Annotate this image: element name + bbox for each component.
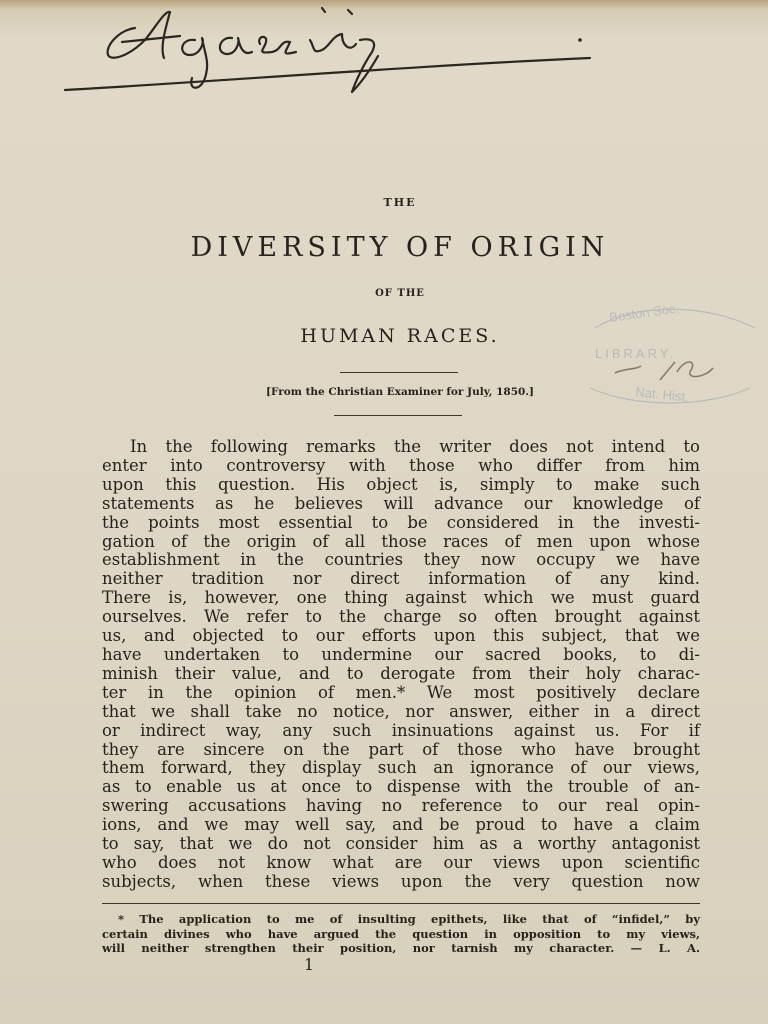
divider-bottom (334, 415, 462, 416)
svg-text:Nat. Hist.: Nat. Hist. (634, 384, 690, 405)
body-line: who does not know what are our views upon scientific (102, 852, 700, 872)
page-number: 1 (303, 955, 315, 974)
body-line: have undertaken to undermine our sacred books, to di- (102, 644, 700, 664)
svg-text:Boston Soc.: Boston Soc. (608, 300, 680, 325)
body-line: enter into controversy with those who differ from him (102, 455, 700, 475)
body-paragraph (102, 438, 700, 892)
body-line: that we shall take no notice, nor answer, either in a direct (102, 701, 700, 721)
body-line: or indirect way, any such insinuations against us. For if (102, 720, 700, 740)
body-line: they are sincere on the part of those who have brought (102, 739, 700, 759)
body-line: There is, however, one thing against which we must guard (102, 588, 700, 608)
body-line: as to enable us at once to dispense with the trouble of an- (102, 777, 700, 797)
footnote-divider (102, 903, 700, 904)
page-subtitle: HUMAN RACES. (300, 325, 500, 347)
body-line: neither tradition nor direct information of any kind. (102, 569, 700, 589)
body-line: ter in the opinion of men.* We most positively declare (102, 682, 700, 702)
heading-of-the: OF THE (375, 288, 425, 299)
footnote (102, 912, 700, 956)
body-line: upon this question. His object is, simply to make such (102, 474, 700, 494)
svg-text:LIBRARY.: LIBRARY. (595, 346, 677, 361)
body-line: gation of the origin of all those races of men upon whose (102, 531, 700, 551)
body-line: ions, and we may well say, and be proud to have a claim (102, 815, 700, 835)
body-line: us, and objected to our efforts upon this subject, that we (102, 626, 700, 646)
footnote-line: * The application to me of insulting epithets, like that of “infidel,” by (118, 912, 700, 926)
handwritten-signature (60, 0, 620, 110)
body-line: establishment in the countries they now occupy we have (102, 550, 700, 570)
footnote-line: certain divines who have argued the question in opposition to my views, (102, 926, 700, 941)
body-line: to say, that we do not consider him as a worthy antagonist (102, 834, 700, 854)
body-line: them forward, they display such an ignorance of our views, (102, 758, 700, 778)
body-line: the points most essential to be considered in the investi- (102, 512, 700, 532)
page-title: DIVERSITY OF ORIGIN (190, 232, 610, 263)
footnote-line: will neither strengthen their position, nor tarnish my character. — L. A. (102, 941, 700, 955)
divider-top (340, 372, 458, 373)
body-line: subjects, when these views upon the very question now (102, 871, 700, 891)
body-line: minish their value, and to derogate from their holy charac- (102, 663, 700, 683)
body-line: statements as he believes will advance our knowledge of (102, 493, 700, 513)
body-line: In the following remarks the writer does not intend to (130, 437, 700, 456)
heading-the: THE (383, 196, 417, 209)
body-line: ourselves. We refer to the charge so often brought against (102, 607, 700, 627)
source-citation: [From the Christian Examiner for July, 1850.] (266, 386, 534, 398)
body-line: swering accusations having no reference to our real opin- (102, 796, 700, 816)
